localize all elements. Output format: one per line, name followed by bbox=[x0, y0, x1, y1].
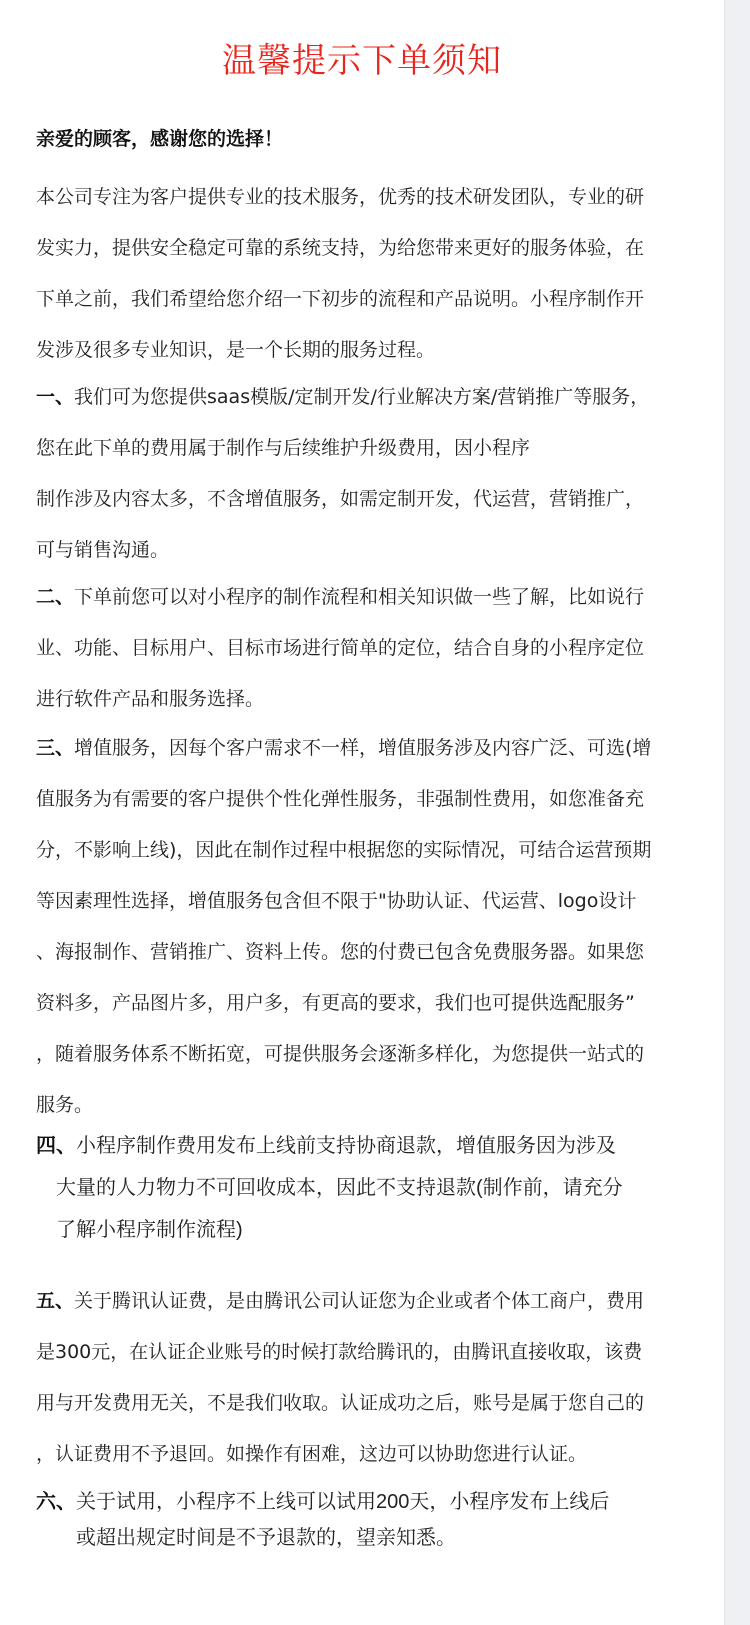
intro-line: 发实力，提供安全稳定可靠的系统支持，为给您带来更好的服务体验，在 bbox=[36, 237, 645, 259]
section-line: 进行软件产品和服务选择。 bbox=[36, 688, 265, 710]
section-number: 五、 bbox=[36, 1290, 75, 1312]
section-line: ，认证费用不予退回。如操作有困难，这边可以协助您进行认证。 bbox=[36, 1443, 588, 1465]
section-line: ，随着服务体系不断拓宽，可提供服务会逐渐多样化，为您提供一站式的 bbox=[36, 1043, 645, 1065]
section-line: 服务。 bbox=[36, 1094, 94, 1116]
section-line: 您在此下单的费用属于制作与后续维护升级费用，因小程序 bbox=[36, 437, 531, 459]
section-line: 等因素理性选择，增值服务包含但不限于"协助认证、代运营、logo设计 bbox=[36, 890, 637, 912]
page-edge bbox=[724, 0, 750, 1625]
section-line: 增值服务，因每个客户需求不一样，增值服务涉及内容广泛、可选(增 bbox=[74, 737, 652, 759]
section-number: 二、 bbox=[36, 586, 75, 608]
section-number: 三、 bbox=[36, 737, 75, 759]
section-line: 用与开发费用无关，不是我们收取。认证成功之后，账号是属于您自己的 bbox=[36, 1392, 645, 1414]
section-four bbox=[36, 1125, 696, 1251]
section-number: 一、 bbox=[36, 386, 75, 408]
page-title: 温馨提示下单须知 bbox=[222, 41, 502, 81]
section-six bbox=[36, 1484, 696, 1556]
section-line: 了解小程序制作流程) bbox=[56, 1219, 243, 1241]
section-three bbox=[36, 723, 696, 1131]
section-line: 资料多，产品图片多，用户多，有更高的要求，我们也可提供选配服务” bbox=[36, 992, 635, 1014]
section-line: 、海报制作、营销推广、资料上传。您的付费已包含免费服务器。如果您 bbox=[36, 941, 645, 963]
section-line: 业、功能、目标用户、目标市场进行简单的定位，结合自身的小程序定位 bbox=[36, 637, 645, 659]
section-line: 关于试用，小程序不上线可以试用200天，小程序发布上线后 bbox=[76, 1491, 610, 1513]
section-line: 制作涉及内容太多，不含增值服务，如需定制开发，代运营，营销推广， bbox=[36, 488, 645, 510]
section-line: 小程序制作费用发布上线前支持协商退款，增值服务因为涉及 bbox=[76, 1135, 616, 1157]
intro-paragraph bbox=[36, 172, 696, 376]
intro-line: 发涉及很多专业知识，是一个长期的服务过程。 bbox=[36, 339, 436, 361]
section-five bbox=[36, 1276, 696, 1480]
section-line: 大量的人力物力不可回收成本，因此不支持退款(制作前，请充分 bbox=[56, 1177, 623, 1199]
intro-line: 本公司专注为客户提供专业的技术服务，优秀的技术研发团队，专业的研 bbox=[36, 186, 645, 208]
section-number: 四、 bbox=[36, 1135, 76, 1157]
section-line: 关于腾讯认证费，是由腾讯公司认证您为企业或者个体工商户，费用 bbox=[74, 1290, 645, 1312]
section-line: 是300元，在认证企业账号的时候打款给腾讯的，由腾讯直接收取，该费 bbox=[36, 1341, 643, 1363]
section-line: 值服务为有需要的客户提供个性化弹性服务，非强制性费用，如您准备充 bbox=[36, 788, 645, 810]
intro-line: 下单之前，我们希望给您介绍一下初步的流程和产品说明。小程序制作开 bbox=[36, 288, 645, 310]
section-number: 六、 bbox=[36, 1491, 76, 1513]
section-line: 下单前您可以对小程序的制作流程和相关知识做一些了解，比如说行 bbox=[74, 586, 645, 608]
greeting-text: 亲爱的顾客，感谢您的选择！ bbox=[36, 128, 284, 150]
section-line: 可与销售沟通。 bbox=[36, 539, 170, 561]
section-two bbox=[36, 572, 696, 725]
section-line: 或超出规定时间是不予退款的，望亲知悉。 bbox=[76, 1527, 456, 1549]
section-line: 我们可为您提供saas模版/定制开发/行业解决方案/营销推广等服务， bbox=[74, 386, 650, 408]
section-one bbox=[36, 372, 696, 576]
section-line: 分，不影响上线)，因此在制作过程中根据您的实际情况，可结合运营预期 bbox=[36, 839, 652, 861]
